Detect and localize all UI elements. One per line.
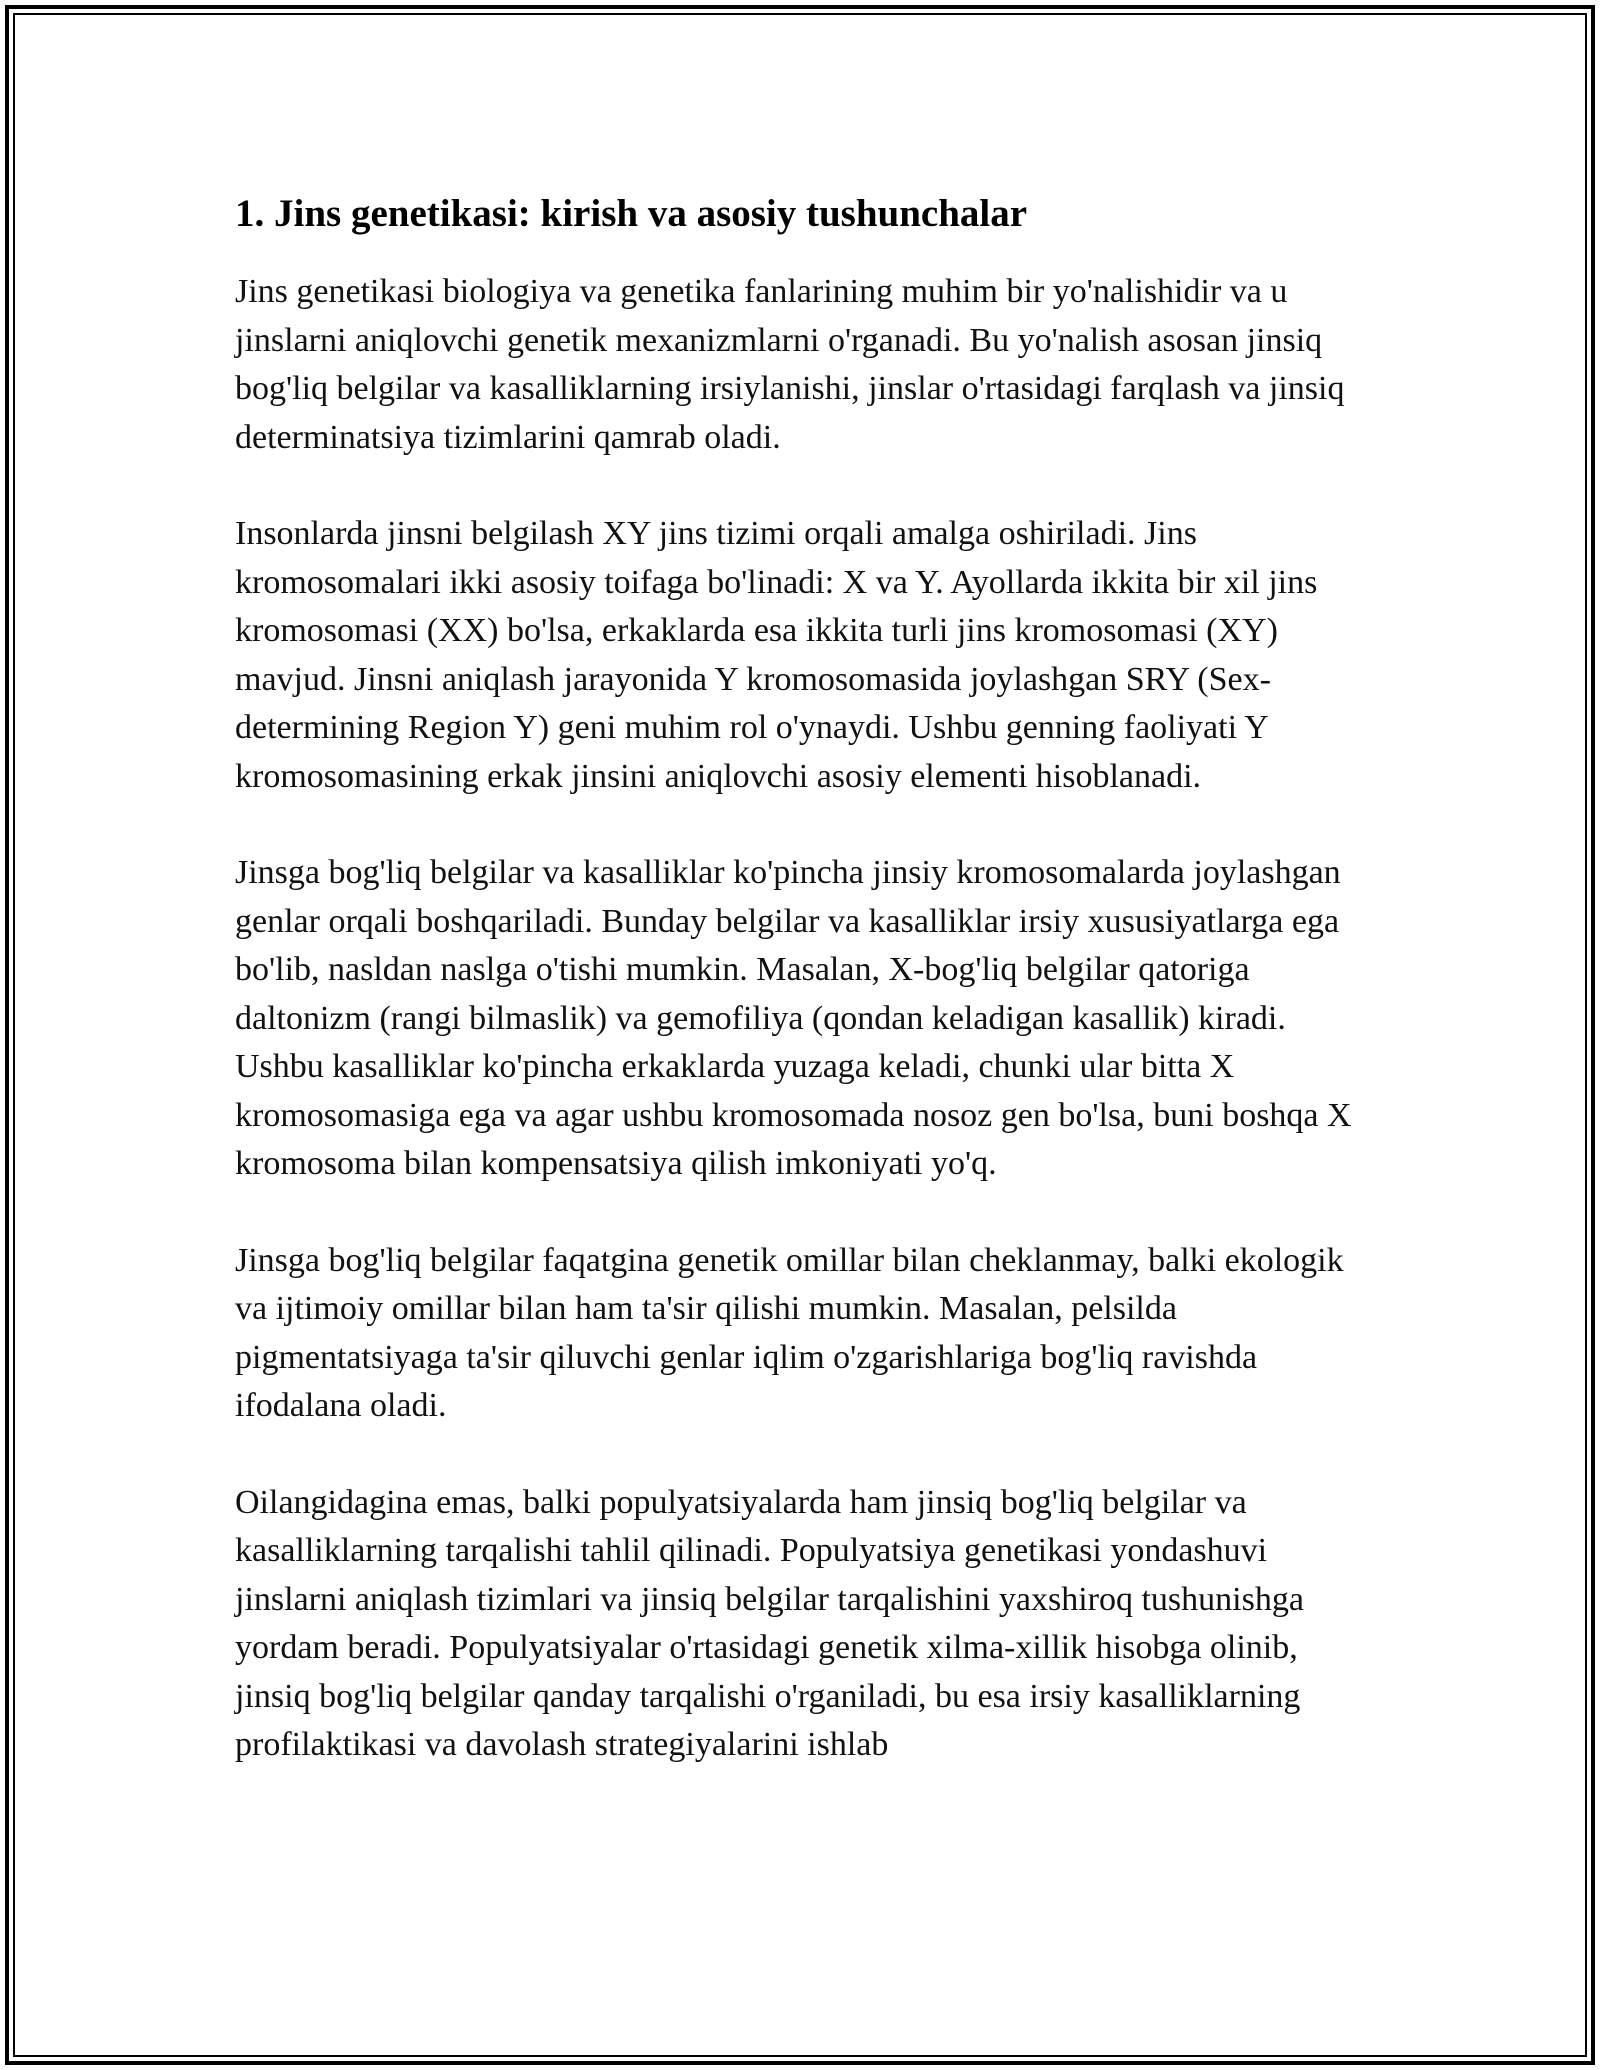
paragraph-sex-linked-diseases: Jinsga bog'liq belgilar va kasalliklar ko'pincha jinsiy kromosomalarda joylashgan genlar orqali boshqariladi. Bunday belgilar va kasalliklar irsiy xususiyatlarga ega bo'lib, nasldan naslga o'tishi mumkin. Masalan, X-bog'liq belgilar qatoriga daltonizm (rangi bilmaslik) va gemofiliya (qondan keladigan kasallik) kiradi. Ushbu kasalliklar ko'pincha erkaklarda yuzaga keladi, chunki ular bitta X kromosomasiga ega va agar ushbu kromosomada nosoz gen bo'lsa, buni boshqa X kromosoma bilan kompensatsiya qilish imkoniyati yo'q. — [235, 854, 1352, 1182]
paragraph-population-genetics: Oilangidagina emas, balki populyatsiyalarda ham jinsiq bog'liq belgilar va kasalliklarning tarqalishi tahlil qilinadi. Populyatsiya genetikasi yondashuvi jinslarni aniqlash tizimlari va jinsiq belgilar tarqalishini yaxshiroq tushunishga yordam beradi. Populyatsiyalar o'rtasidagi genetik xilma-xillik hisobga olinib, jinsiq bog'liq belgilar qanday tarqalishi o'rganiladi, bu esa irsiy kasalliklarning profilaktikasi va davolash strategiyalarini ishlab — [235, 1483, 1304, 1763]
section-heading: 1. Jins genetikasi: kirish va asosiy tushunchalar — [235, 192, 1028, 235]
paragraph-environmental-factors: Jinsga bog'liq belgilar faqatgina genetik omillar bilan cheklanmay, balki ekologik va ijtimoiy omillar bilan ham ta'sir qilishi mumkin. Masalan, pelsilda pigmentatsiyaga ta'sir qiluvchi genlar iqlim o'zgarishlariga bog'liq ravishda ifodalana oladi. — [235, 1241, 1344, 1424]
document-body — [235, 186, 1365, 1818]
paragraph-xy-system: Insonlarda jinsni belgilash XY jins tizimi orqali amalga oshiriladi. Jins kromosomalari ikki asosiy toifaga bo'linadi: X va Y. Ayollarda ikkita bir xil jins kromosomasi (XX) bo'lsa, erkaklarda esa ikkita turli jins kromosomasi (XY) mavjud. Jinsni aniqlash jarayonida Y kromosomasida joylashgan SRY (Sex-determining Region Y) geni muhim rol o'ynaydi. Ushbu genning faoliyati Y kromosomasining erkak jinsini aniqlovchi asosiy elementi hisoblanadi. — [235, 515, 1318, 795]
paragraph-intro: Jins genetikasi biologiya va genetika fanlarining muhim bir yo'nalishidir va u jinslarni aniqlovchi genetik mexanizmlarni o'rganadi. Bu yo'nalish asosan jinsiq bog'liq belgilar va kasalliklarning irsiylanishi, jinslar o'rtasidagi farqlash va jinsiq determinatsiya tizimlarini qamrab oladi. — [235, 273, 1345, 456]
